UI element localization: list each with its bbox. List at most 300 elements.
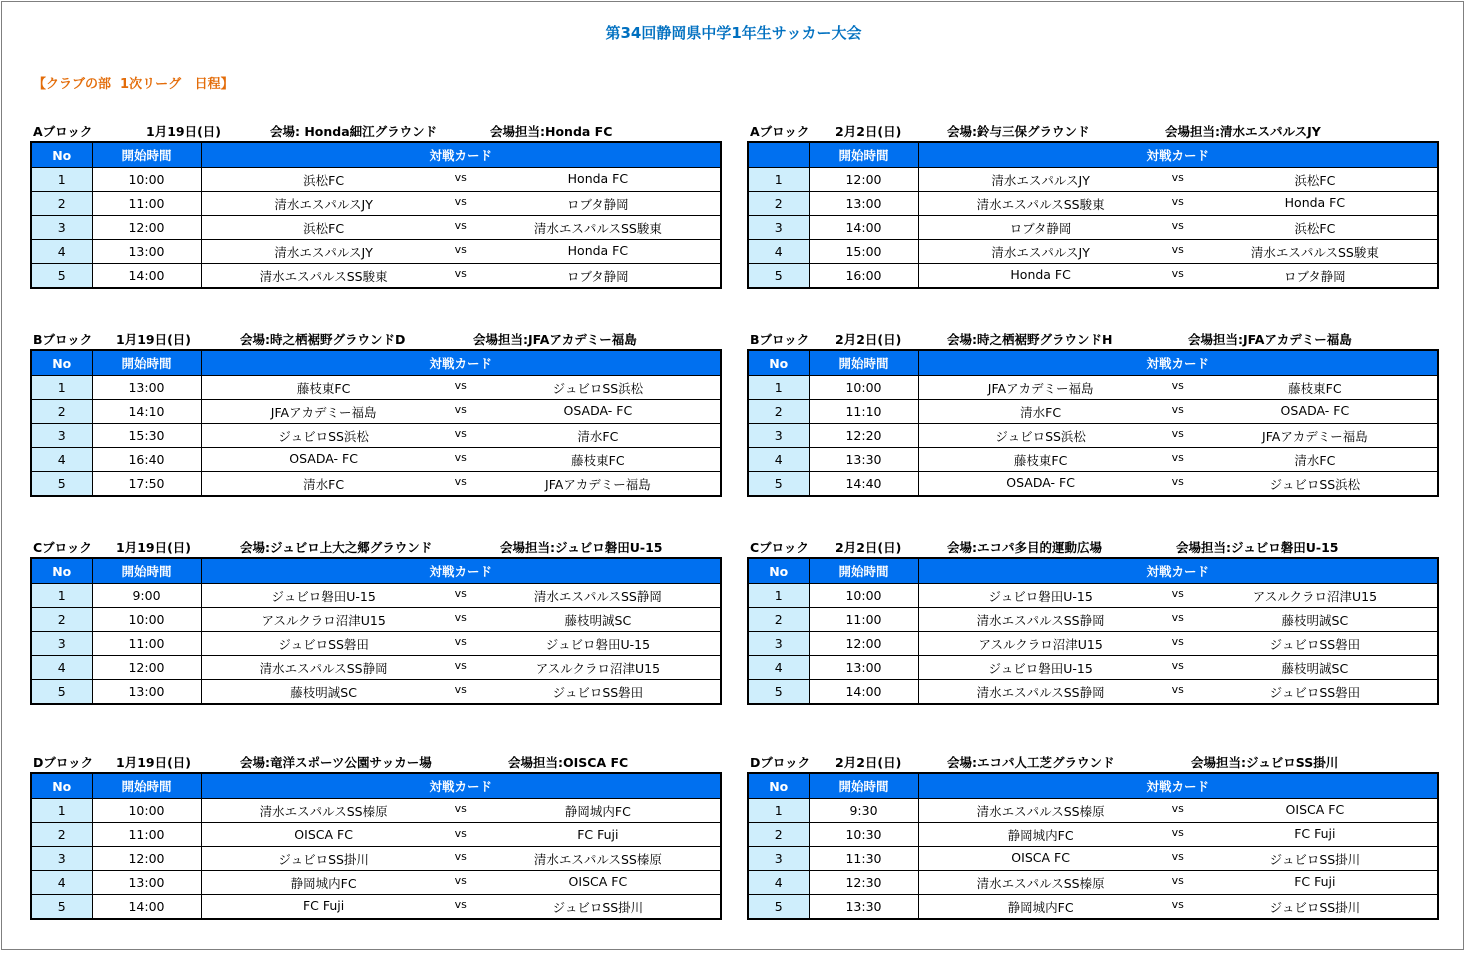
kickoff-time: 14:40	[809, 472, 918, 497]
match-card	[918, 895, 1438, 920]
time-header: 開始時間	[92, 350, 201, 376]
kickoff-time: 13:00	[92, 240, 201, 264]
no-header: No	[31, 350, 92, 376]
home-team: 静岡城内FC	[1007, 827, 1074, 843]
away-team: ジュビロSS磐田	[552, 684, 644, 700]
vs-label: vs	[1171, 402, 1184, 416]
block-label: Cブロック	[750, 540, 809, 555]
vs-label: vs	[1171, 378, 1184, 392]
no-header: No	[748, 773, 809, 799]
match-card	[201, 656, 721, 680]
table-row	[748, 823, 1438, 847]
kickoff-time: 11:00	[809, 608, 918, 632]
match-number: 5	[748, 680, 809, 705]
home-team: 藤枝明誠SC	[290, 684, 357, 700]
table-row	[748, 847, 1438, 871]
time-header: 開始時間	[809, 773, 918, 799]
match-number: 2	[31, 400, 92, 424]
table-row	[748, 400, 1438, 424]
away-team: OISCA FC	[568, 873, 628, 889]
home-team: 清水エスパルスSS榛原	[976, 875, 1105, 891]
home-team: OSADA- FC	[1006, 474, 1075, 490]
away-team: 藤枝明誠SC	[1281, 612, 1349, 628]
time-header: 開始時間	[809, 142, 918, 168]
block-manager: 会場担当:ジュビロ磐田U-15	[1176, 540, 1339, 555]
table-row	[31, 424, 721, 448]
block-venue: 会場:時之栖裾野グラウンドD	[240, 332, 406, 347]
away-team: Honda FC	[567, 170, 629, 186]
no-header: No	[748, 350, 809, 376]
kickoff-time: 11:30	[809, 847, 918, 871]
match-card	[201, 264, 721, 289]
match-number: 3	[748, 424, 809, 448]
match-number: 3	[748, 216, 809, 240]
match-number: 2	[748, 192, 809, 216]
vs-label: vs	[1171, 170, 1184, 184]
kickoff-time: 10:00	[809, 584, 918, 608]
time-header: 開始時間	[92, 142, 201, 168]
away-team: 清水FC	[1294, 452, 1336, 468]
block-venue: 会場:エコパ多目的運動広場	[947, 540, 1102, 555]
schedule-table	[747, 557, 1439, 705]
vs-label: vs	[1171, 849, 1184, 863]
block-venue: 会場:時之栖裾野グラウンドH	[947, 332, 1113, 347]
table-row	[31, 264, 721, 289]
block-label: Dブロック	[750, 755, 811, 770]
kickoff-time: 14:00	[809, 680, 918, 705]
home-team: FC Fuji	[302, 897, 345, 913]
table-header-row	[31, 558, 721, 584]
away-team: ロブタ静岡	[567, 196, 629, 212]
match-number: 1	[748, 584, 809, 608]
kickoff-time: 12:00	[92, 847, 201, 871]
match-number: 2	[748, 608, 809, 632]
home-team: OISCA FC	[1011, 849, 1070, 865]
match-number: 2	[748, 823, 809, 847]
kickoff-time: 10:00	[92, 168, 201, 192]
table-row	[31, 472, 721, 497]
table-row	[748, 192, 1438, 216]
table-row	[748, 799, 1438, 823]
away-team: OISCA FC	[1285, 801, 1345, 817]
away-team: 清水エスパルスSS榛原	[533, 851, 662, 867]
block-date: 2月2日(日)	[835, 540, 902, 555]
kickoff-time: 14:00	[809, 216, 918, 240]
vs-label: vs	[454, 849, 467, 863]
block-date: 2月2日(日)	[835, 755, 902, 770]
home-team: ジュビロ磐田U-15	[988, 588, 1093, 604]
table-row	[31, 799, 721, 823]
match-number: 1	[748, 168, 809, 192]
away-team: ジュビロSS掛川	[1269, 851, 1361, 867]
time-header: 開始時間	[92, 773, 201, 799]
kickoff-time: 15:00	[809, 240, 918, 264]
away-team: ロブタ静岡	[567, 268, 629, 284]
block-manager: 会場担当:清水エスパルスJY	[1165, 124, 1321, 139]
block-date: 1月19日(日)	[116, 332, 192, 347]
block-date: 1月19日(日)	[146, 124, 222, 139]
home-team: ジュビロSS磐田	[278, 636, 369, 652]
vs-label: vs	[1171, 426, 1184, 440]
home-team: 清水エスパルスSS駿東	[259, 268, 388, 284]
table-row	[748, 871, 1438, 895]
match-card	[918, 584, 1438, 608]
match-number: 4	[31, 656, 92, 680]
match-card	[201, 584, 721, 608]
kickoff-time: 13:00	[92, 680, 201, 705]
match-number: 5	[748, 264, 809, 289]
home-team: 清水FC	[1020, 404, 1062, 420]
block-date: 1月19日(日)	[116, 755, 192, 770]
block-manager: 会場担当:ジュビロ磐田U-15	[500, 540, 663, 555]
match-card	[918, 823, 1438, 847]
time-header: 開始時間	[809, 558, 918, 584]
home-team: 清水エスパルスSS駿東	[976, 196, 1105, 212]
match-card	[918, 847, 1438, 871]
table-row	[31, 823, 721, 847]
vs-label: vs	[1171, 610, 1184, 624]
match-number: 3	[748, 632, 809, 656]
block-label: Bブロック	[33, 332, 93, 347]
block-venue: 会場:ジュビロ上大之郷グラウンド	[240, 540, 433, 555]
home-team: 浜松FC	[303, 220, 345, 236]
table-row	[748, 448, 1438, 472]
away-team: 静岡城内FC	[564, 803, 631, 819]
table-header-row	[31, 773, 721, 799]
home-team: ジュビロ磐田U-15	[271, 588, 376, 604]
match-number: 4	[748, 871, 809, 895]
kickoff-time: 17:50	[92, 472, 201, 497]
kickoff-time: 16:40	[92, 448, 201, 472]
vs-label: vs	[454, 378, 467, 392]
vs-label: vs	[1171, 218, 1184, 232]
away-team: 藤枝明誠SC	[1281, 660, 1349, 676]
home-team: JFAアカデミー福島	[987, 380, 1094, 396]
table-row	[31, 632, 721, 656]
match-number: 5	[748, 895, 809, 920]
schedule-table	[747, 349, 1439, 497]
away-team: OSADA- FC	[1280, 402, 1350, 418]
kickoff-time: 12:00	[809, 168, 918, 192]
home-team: Honda FC	[1010, 266, 1071, 282]
away-team: JFAアカデミー福島	[1262, 428, 1368, 444]
home-team: アスルクラロ沼津U15	[978, 636, 1103, 652]
schedule-table	[30, 141, 722, 289]
kickoff-time: 12:20	[809, 424, 918, 448]
away-team: ジュビロSS磐田	[1269, 636, 1361, 652]
match-number: 3	[31, 424, 92, 448]
away-team: 浜松FC	[1294, 220, 1336, 236]
match-card	[918, 871, 1438, 895]
vs-label: vs	[1171, 194, 1184, 208]
match-header: 対戦カード	[201, 142, 721, 168]
match-number: 1	[31, 168, 92, 192]
home-team: OISCA FC	[294, 827, 353, 842]
home-team: 清水エスパルスJY	[274, 244, 373, 260]
match-number: 2	[31, 608, 92, 632]
table-row	[748, 680, 1438, 705]
table-header-row	[748, 558, 1438, 584]
kickoff-time: 9:00	[92, 584, 201, 608]
match-number: 4	[31, 871, 92, 895]
away-team: ジュビロ磐田U-15	[545, 636, 651, 652]
vs-label: vs	[454, 450, 467, 464]
match-number: 1	[31, 584, 92, 608]
match-number: 3	[31, 847, 92, 871]
match-number: 2	[748, 400, 809, 424]
match-card	[918, 680, 1438, 705]
kickoff-time: 9:30	[809, 799, 918, 823]
home-team: 浜松FC	[303, 172, 345, 188]
match-header: 対戦カード	[201, 350, 721, 376]
match-card	[201, 192, 721, 216]
kickoff-time: 12:30	[809, 871, 918, 895]
match-card	[201, 799, 721, 823]
table-row	[748, 168, 1438, 192]
time-header: 開始時間	[809, 350, 918, 376]
block-venue: 会場: Honda細江グラウンド	[270, 124, 438, 139]
home-team: OSADA- FC	[289, 450, 358, 466]
table-row	[31, 656, 721, 680]
schedule-table	[30, 557, 722, 705]
table-row	[748, 472, 1438, 497]
away-team: 藤枝東FC	[1288, 380, 1342, 396]
home-team: 清水エスパルスJY	[991, 244, 1090, 260]
away-team: 藤枝東FC	[571, 452, 625, 468]
table-row	[31, 871, 721, 895]
match-number: 5	[31, 895, 92, 920]
vs-label: vs	[454, 897, 467, 911]
block-date: 2月2日(日)	[835, 124, 902, 139]
match-card	[918, 192, 1438, 216]
match-number: 1	[748, 376, 809, 400]
table-row	[31, 192, 721, 216]
match-card	[201, 680, 721, 705]
kickoff-time: 13:00	[92, 871, 201, 895]
match-card	[201, 448, 721, 472]
match-card	[918, 472, 1438, 497]
match-number: 5	[31, 680, 92, 705]
table-header-row	[31, 142, 721, 168]
block-manager: 会場担当:OISCA FC	[508, 755, 629, 770]
match-card	[201, 424, 721, 448]
kickoff-time: 11:00	[92, 823, 201, 847]
kickoff-time: 13:00	[809, 192, 918, 216]
match-number: 3	[31, 216, 92, 240]
match-header: 対戦カード	[201, 773, 721, 799]
vs-label: vs	[454, 827, 467, 840]
schedule-table	[747, 772, 1439, 920]
vs-label: vs	[454, 586, 467, 600]
table-header-row	[748, 773, 1438, 799]
block-label: Cブロック	[33, 540, 92, 555]
match-card	[201, 847, 721, 871]
table-header-row	[748, 142, 1438, 168]
match-card	[201, 168, 721, 192]
away-team: Honda FC	[567, 242, 629, 258]
match-number: 4	[31, 240, 92, 264]
away-team: ジュビロSS掛川	[552, 899, 644, 915]
match-header: 対戦カード	[201, 558, 721, 584]
home-team: ジュビロ磐田U-15	[988, 660, 1093, 676]
away-team: 清水エスパルスSS駿東	[1250, 244, 1379, 260]
match-card	[918, 400, 1438, 424]
table-row	[748, 424, 1438, 448]
home-team: 清水エスパルスJY	[274, 196, 373, 212]
home-team: 清水FC	[303, 476, 345, 492]
no-header: No	[31, 142, 92, 168]
kickoff-time: 15:30	[92, 424, 201, 448]
table-row	[31, 168, 721, 192]
match-number: 3	[748, 847, 809, 871]
home-team: 清水エスパルスJY	[991, 172, 1090, 188]
vs-label: vs	[1171, 825, 1184, 839]
away-team: FC Fuji	[1294, 873, 1336, 889]
block-manager: 会場担当:Honda FC	[490, 124, 613, 139]
away-team: ジュビロSS磐田	[1269, 684, 1361, 700]
away-team: 清水FC	[577, 428, 619, 444]
match-card	[918, 448, 1438, 472]
match-card	[201, 240, 721, 264]
no-header: No	[748, 558, 809, 584]
block-venue: 会場:竜洋スポーツ公園サッカー場	[240, 755, 432, 770]
table-row	[31, 448, 721, 472]
kickoff-time: 12:00	[92, 216, 201, 240]
kickoff-time: 11:00	[92, 632, 201, 656]
vs-label: vs	[1171, 897, 1184, 911]
table-row	[748, 584, 1438, 608]
block-label: Aブロック	[33, 124, 93, 139]
vs-label: vs	[1171, 658, 1184, 672]
kickoff-time: 14:10	[92, 400, 201, 424]
away-team: Honda FC	[1284, 194, 1346, 210]
kickoff-time: 12:00	[809, 632, 918, 656]
away-team: アスルクラロ沼津U15	[1252, 588, 1378, 604]
vs-label: vs	[1171, 586, 1184, 600]
kickoff-time: 10:30	[809, 823, 918, 847]
away-team: OSADA- FC	[563, 402, 633, 418]
match-number: 2	[31, 192, 92, 216]
time-header: 開始時間	[92, 558, 201, 584]
kickoff-time: 11:00	[92, 192, 201, 216]
vs-label: vs	[454, 266, 467, 280]
block-manager: 会場担当:JFAアカデミー福島	[473, 332, 637, 347]
table-row	[31, 608, 721, 632]
match-card	[918, 216, 1438, 240]
away-team: ジュビロSS浜松	[552, 380, 644, 396]
table-row	[31, 680, 721, 705]
kickoff-time: 13:00	[809, 656, 918, 680]
away-team: ロブタ静岡	[1284, 268, 1346, 284]
vs-label: vs	[1171, 266, 1184, 280]
home-team: ジュビロSS浜松	[995, 428, 1086, 444]
table-row	[748, 656, 1438, 680]
table-row	[31, 216, 721, 240]
match-number: 5	[748, 472, 809, 497]
away-team: FC Fuji	[577, 827, 619, 842]
home-team: 静岡城内FC	[290, 875, 357, 891]
kickoff-time: 13:30	[809, 895, 918, 920]
table-row	[748, 376, 1438, 400]
match-number: 4	[31, 448, 92, 472]
kickoff-time: 10:00	[92, 799, 201, 823]
schedule-table	[30, 772, 722, 920]
home-team: 藤枝東FC	[296, 380, 351, 396]
table-row	[748, 264, 1438, 289]
vs-label: vs	[454, 634, 467, 648]
vs-label: vs	[454, 610, 467, 624]
table-row	[748, 216, 1438, 240]
match-card	[918, 376, 1438, 400]
vs-label: vs	[1171, 450, 1184, 464]
home-team: 清水エスパルスSS静岡	[259, 660, 388, 676]
match-card	[201, 216, 721, 240]
block-date: 2月2日(日)	[835, 332, 902, 347]
block-manager: 会場担当:JFAアカデミー福島	[1188, 332, 1352, 347]
table-row	[748, 608, 1438, 632]
away-team: JFAアカデミー福島	[545, 476, 651, 492]
kickoff-time: 10:00	[809, 376, 918, 400]
block-label: Bブロック	[750, 332, 810, 347]
kickoff-time: 14:00	[92, 264, 201, 289]
match-number: 2	[31, 823, 92, 847]
match-card	[918, 799, 1438, 823]
home-team: 清水エスパルスSS静岡	[976, 684, 1105, 700]
table-row	[31, 400, 721, 424]
home-team: 清水エスパルスSS静岡	[976, 612, 1105, 628]
home-team: ジュビロSS浜松	[278, 428, 369, 444]
home-team: 清水エスパルスSS榛原	[976, 803, 1105, 819]
no-header	[748, 142, 809, 168]
away-team: 清水エスパルスSS静岡	[533, 588, 662, 604]
match-header: 対戦カード	[918, 142, 1438, 168]
vs-label: vs	[454, 242, 467, 256]
away-team: FC Fuji	[1294, 825, 1336, 841]
block-manager: 会場担当:ジュビロSS掛川	[1191, 755, 1339, 770]
home-team: JFAアカデミー福島	[270, 404, 377, 420]
vs-label: vs	[454, 658, 467, 672]
schedule-table	[747, 141, 1439, 289]
away-team: アスルクラロ沼津U15	[535, 660, 661, 676]
vs-label: vs	[1171, 801, 1184, 815]
home-team: アスルクラロ沼津U15	[261, 612, 386, 628]
match-card	[918, 632, 1438, 656]
vs-label: vs	[454, 218, 467, 232]
kickoff-time: 11:10	[809, 400, 918, 424]
vs-label: vs	[454, 801, 467, 815]
match-number: 3	[31, 632, 92, 656]
match-header: 対戦カード	[918, 558, 1438, 584]
block-label: Aブロック	[750, 124, 810, 139]
table-row	[31, 240, 721, 264]
match-card	[201, 871, 721, 895]
vs-label: vs	[1171, 873, 1184, 887]
block-venue: 会場:鈴与三保グラウンド	[947, 124, 1090, 139]
match-number: 5	[31, 472, 92, 497]
match-card	[201, 472, 721, 497]
match-card	[918, 264, 1438, 289]
table-row	[31, 376, 721, 400]
kickoff-time: 12:00	[92, 656, 201, 680]
vs-label: vs	[454, 682, 467, 696]
kickoff-time: 13:00	[92, 376, 201, 400]
table-header-row	[31, 350, 721, 376]
match-card	[918, 240, 1438, 264]
vs-label: vs	[454, 170, 467, 184]
block-label: Dブロック	[33, 755, 94, 770]
block-date: 1月19日(日)	[116, 540, 192, 555]
match-header: 対戦カード	[918, 350, 1438, 376]
